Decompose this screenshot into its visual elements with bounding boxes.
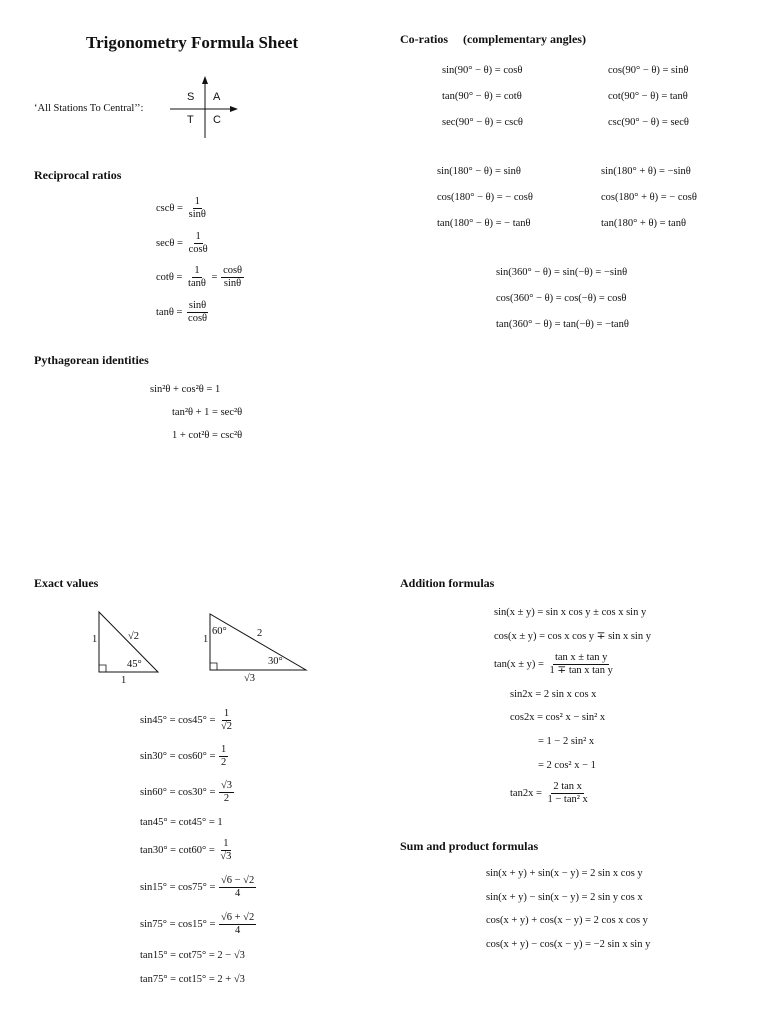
exact-tan45: tan45° = cot45° = 1 [140, 817, 223, 828]
exact-sin15: sin15° = cos75° = $\frac{√6 - √2}{4}$ [140, 875, 255, 900]
tri1-hyp-label: √2 [128, 631, 140, 642]
tri2-bottom-label: √3 [244, 673, 256, 684]
exact-tan75: tan75° = cot15° = 2 + √3 [140, 974, 245, 985]
coratio-tan360: tan(360° − θ) = tan(−θ) = −tanθ [496, 319, 629, 330]
coratio-cos90: cos(90° − θ) = sinθ [608, 65, 689, 76]
exact-tan30: tan30° = cot60° = $\frac{1}{√3}$ [140, 838, 232, 863]
sumproduct-heading: Sum and product formulas [400, 839, 539, 853]
coratio-cot90: cot(90° − θ) = tanθ [608, 91, 688, 102]
exact-sin60: sin60° = cos30° = $\frac{√3}{2}$ [140, 780, 233, 805]
coratio-sin90: sin(90° − θ) = cosθ [442, 65, 523, 76]
cast-t: T [187, 114, 194, 126]
sumproduct-line-3: cos(x + y) + cos(x − y) = 2 cos x cos y [486, 915, 648, 926]
addition-sin-sum: sin(x ± y) = sin x cos y ± cos x sin y [494, 607, 647, 618]
exact-sin30: sin30° = cos60° = $\frac{1}{2}$ [140, 744, 227, 769]
tri1-left-label: 1 [92, 634, 98, 645]
coratio-cos360: cos(360° − θ) = cos(−θ) = cosθ [496, 293, 627, 304]
coratio-csc90: csc(90° − θ) = secθ [608, 117, 689, 128]
coratio-tan180p: tan(180° + θ) = tanθ [601, 218, 686, 229]
addition-cos-sum: cos(x ± y) = cos x cos y ∓ sin x sin y [494, 631, 651, 642]
sumproduct-line-1: sin(x + y) + sin(x − y) = 2 sin x cos y [486, 868, 643, 879]
coratios-heading: Co-ratios (complementary angles) [400, 32, 586, 46]
pythagorean-line-1: sin²θ + cos²θ = 1 [150, 384, 221, 395]
tri2-left-label: 1 [203, 634, 209, 645]
pythagorean-heading: Pythagorean identities [34, 353, 149, 367]
addition-tan-sum: tan(x ± y) = $\frac{\text{tan x ± tan y}}{\text{1 ∓ tan x tan y}}$ [494, 652, 613, 677]
addition-heading: Addition formulas [400, 576, 495, 590]
tri2-angle-label: 30° [268, 656, 283, 667]
coratio-cos180m: cos(180° − θ) = − cosθ [437, 192, 533, 203]
coratio-sin360: sin(360° − θ) = sin(−θ) = −sinθ [496, 267, 628, 278]
coratio-sec90: sec(90° − θ) = cscθ [442, 117, 523, 128]
cast-a: A [213, 91, 221, 103]
reciprocal-sec: secθ = $\frac{1}{\cos\theta}$ [156, 231, 208, 256]
reciprocal-tan: tanθ = $\frac{\sin\theta}{\cos\theta}$ [156, 300, 208, 325]
pythagorean-line-2: tan²θ + 1 = sec²θ [172, 407, 243, 418]
sumproduct-line-2: sin(x + y) − sin(x − y) = 2 sin y cos x [486, 892, 643, 903]
addition-cos2x-alt2: = 2 cos² x − 1 [538, 760, 596, 771]
coratio-sin180m: sin(180° − θ) = sinθ [437, 166, 521, 177]
reciprocal-heading: Reciprocal ratios [34, 168, 122, 182]
tri2-hyp-label: 2 [257, 628, 263, 639]
coratio-sin180p: sin(180° + θ) = −sinθ [601, 166, 691, 177]
coratio-tan90: tan(90° − θ) = cotθ [442, 91, 522, 102]
cast-s: S [187, 91, 195, 103]
addition-tan2x: tan2x = $\frac{\text{2 tan x}}{\text{1 − tan² x}}$ [510, 781, 588, 806]
exact-tan15: tan15° = cot75° = 2 − √3 [140, 950, 245, 961]
addition-cos2x: cos2x = cos² x − sin² x [510, 712, 606, 723]
coratio-cos180p: cos(180° + θ) = − cosθ [601, 192, 697, 203]
addition-cos2x-alt1: = 1 − 2 sin² x [538, 736, 595, 747]
tri2-angle-top-label: 60° [212, 626, 227, 637]
cast-mnemonic: ‘All Stations To Central’’: [34, 103, 144, 114]
exact-sin75: sin75° = cos15° = $\frac{√6 + √2}{4}$ [140, 912, 255, 937]
cast-c: C [213, 114, 221, 126]
sumproduct-line-4: cos(x + y) − cos(x − y) = −2 sin x sin y [486, 939, 651, 950]
pythagorean-line-3: 1 + cot²θ = csc²θ [172, 430, 243, 441]
exact-sin45: sin45° = cos45° = $\frac{1}{√2}$ [140, 708, 233, 733]
tri1-angle-label: 45° [127, 659, 142, 670]
reciprocal-cot: cotθ = $\frac{1}{\tan\theta}$ = $\frac{\cos\theta}{\sin\theta}$ [156, 265, 243, 290]
addition-sin2x: sin2x = 2 sin x cos x [510, 689, 597, 700]
tri1-bottom-label: 1 [121, 675, 127, 686]
reciprocal-csc: cscθ = $\frac{1}{\sin\theta}$ [156, 196, 206, 221]
exact-heading: Exact values [34, 576, 99, 590]
coratio-tan180m: tan(180° − θ) = − tanθ [437, 218, 531, 229]
page-title: Trigonometry Formula Sheet [86, 33, 299, 52]
